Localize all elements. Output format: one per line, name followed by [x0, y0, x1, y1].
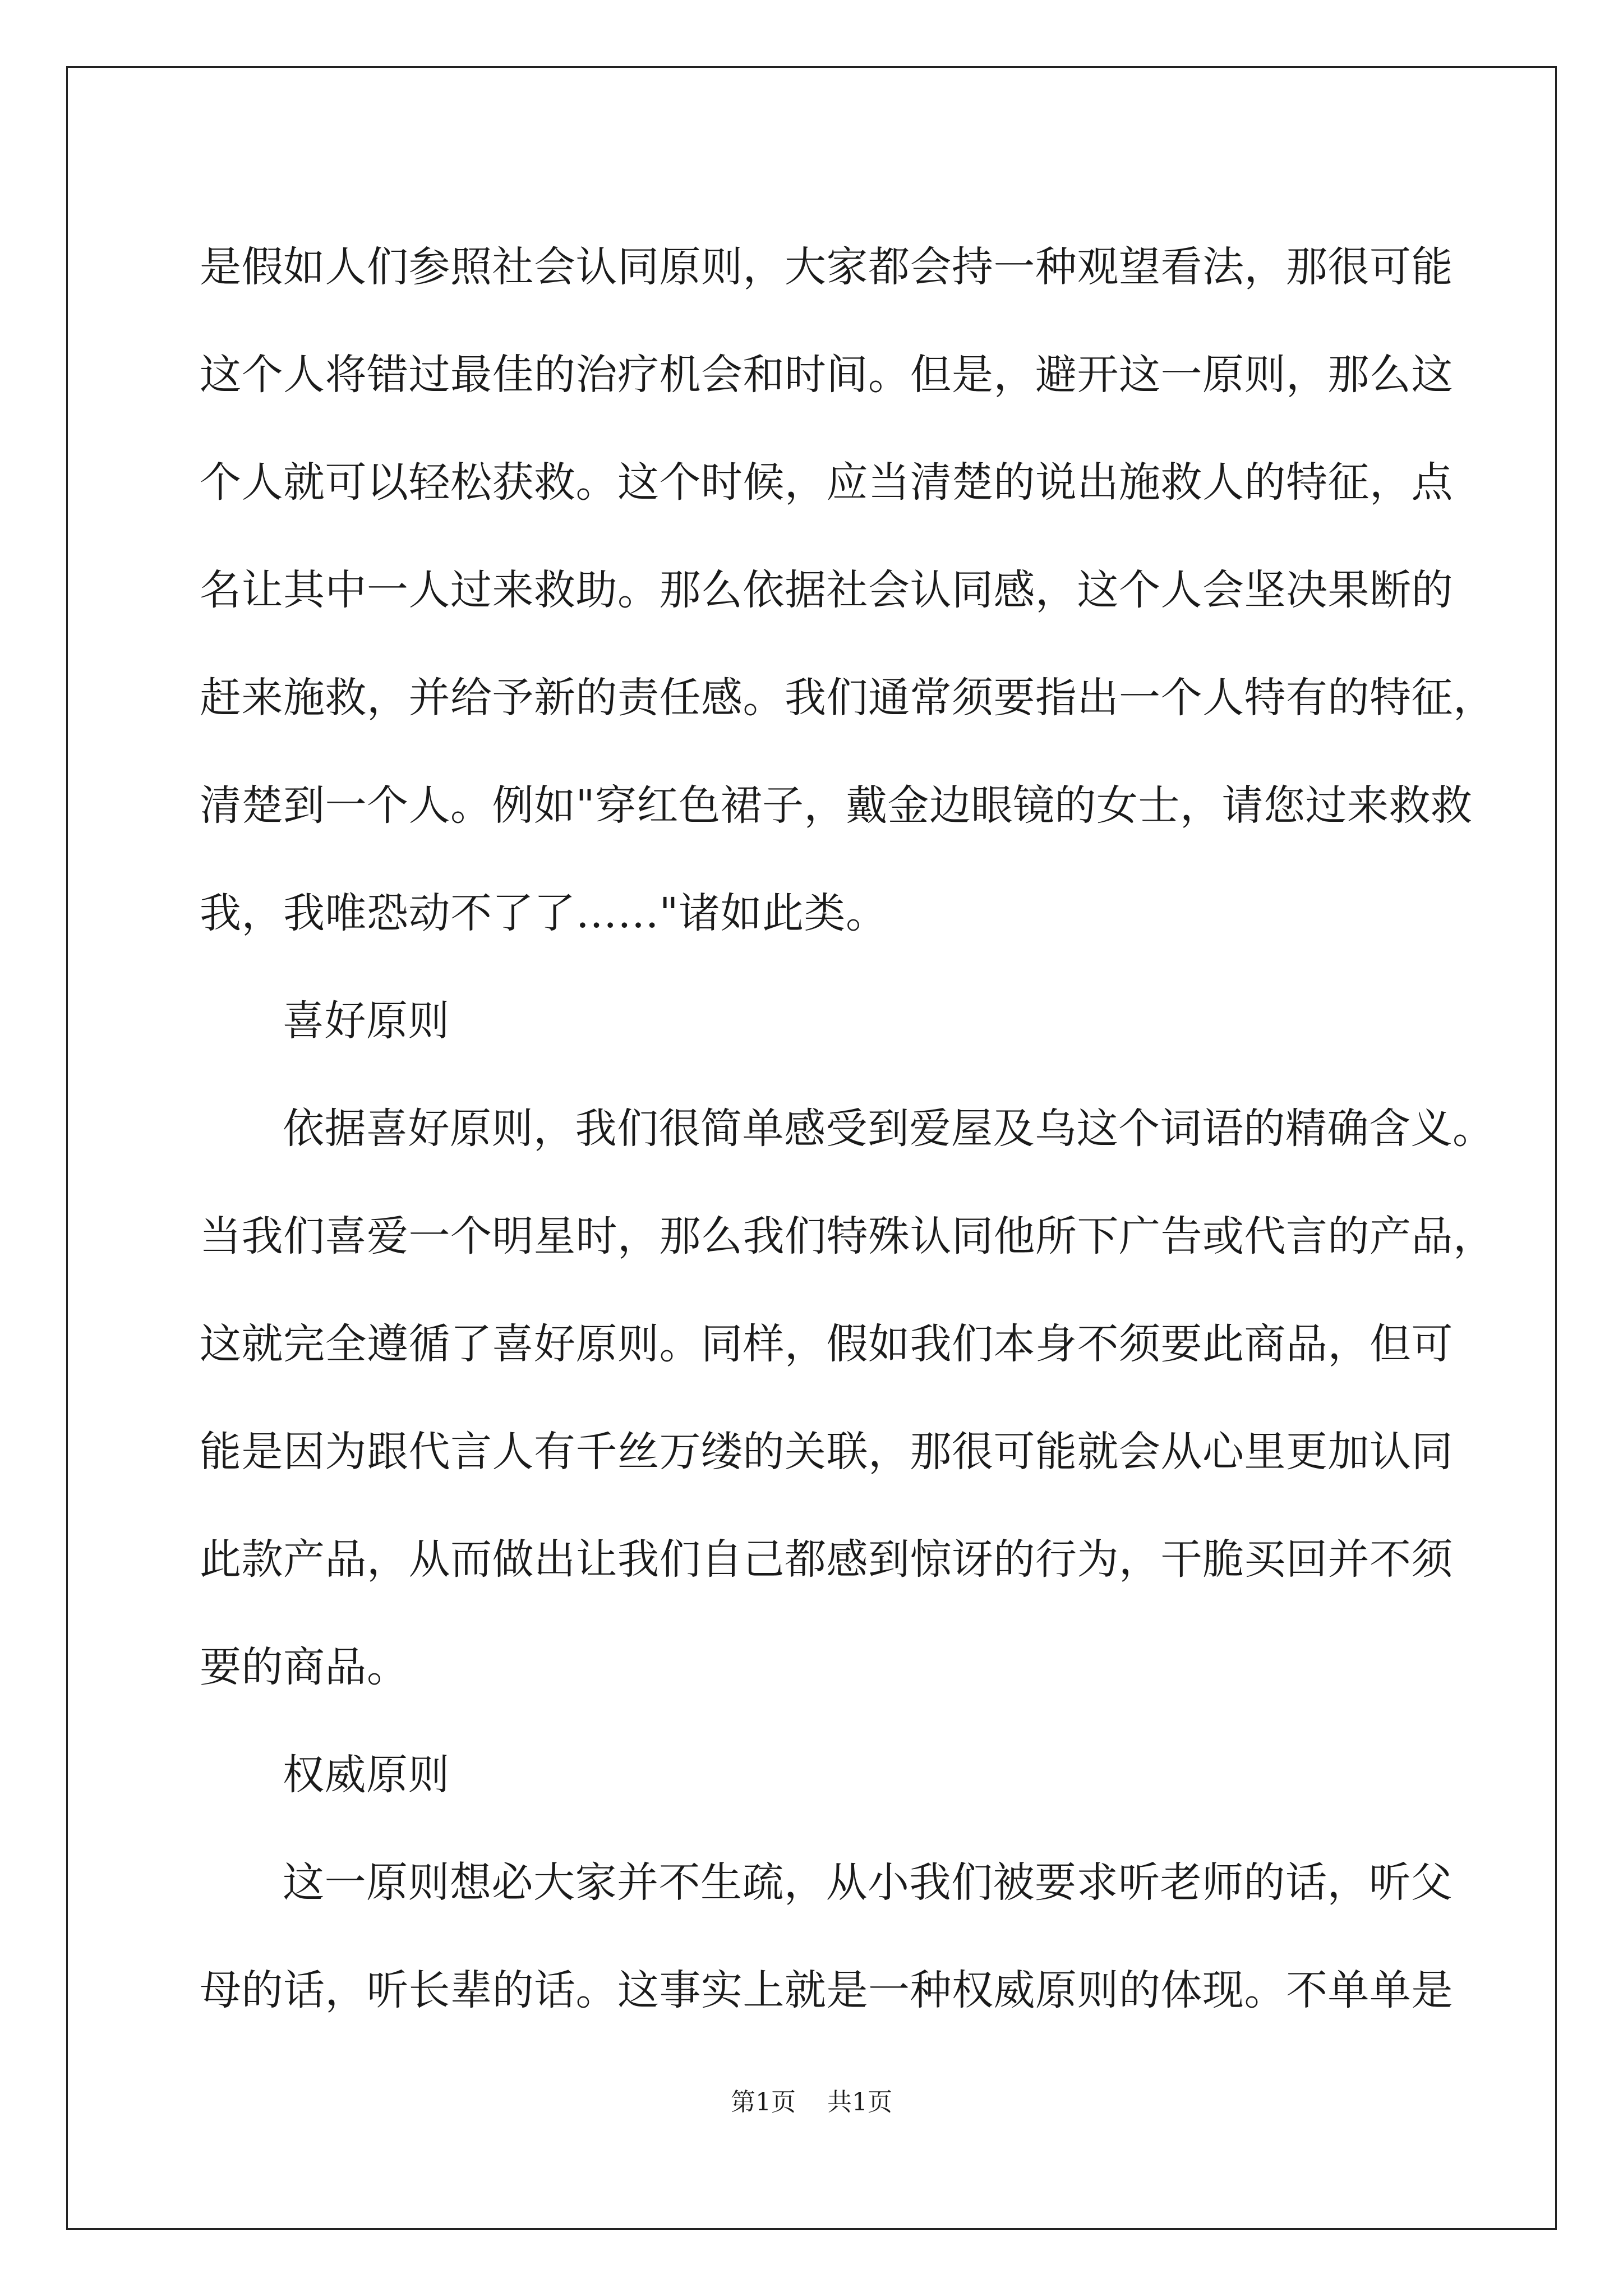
- text-line: 个人就可以轻松获救。这个时候，应当清楚的说出施救人的特征，点: [200, 458, 1453, 507]
- document-body: [200, 213, 1495, 2044]
- text-line: 此款产品，从而做出让我们自己都感到惊讶的行为，干脆买回并不须: [200, 1535, 1453, 1584]
- text-line: 母的话，听长辈的话。这事实上就是一种权威原则的体现。不单单是: [200, 1966, 1453, 2014]
- paragraph-start: 依据喜好原则，我们很简单感受到爱屋及乌这个词语的精确含义。: [283, 1105, 1495, 1153]
- text-line: 这就完全遵循了喜好原则。同样，假如我们本身不须要此商品，但可: [200, 1320, 1453, 1368]
- text-line: 这个人将错过最佳的治疗机会和时间。但是，避开这一原则，那么这: [200, 351, 1453, 399]
- page-number-current: 第1页: [731, 2088, 796, 2116]
- page-footer: [0, 2086, 1623, 2119]
- text-line: 要的商品。: [200, 1643, 409, 1691]
- text-line: 我，我唯恐动不了了……"诸如此类。: [200, 889, 888, 937]
- text-line: 赶来施救，并给予新的责任感。我们通常须要指出一个人特有的特征，: [200, 674, 1495, 722]
- text-line: 名让其中一人过来救助。那么依据社会认同感，这个人会坚决果断的: [200, 566, 1453, 614]
- paragraph-start: 这一原则想必大家并不生疏，从小我们被要求听老师的话，听父: [283, 1858, 1453, 1907]
- text-line: 当我们喜爱一个明星时，那么我们特殊认同他所下广告或代言的产品，: [200, 1212, 1495, 1260]
- text-line: 清楚到一个人。例如"穿红色裙子，戴金边眼镜的女士，请您过来救救: [200, 781, 1473, 830]
- text-line: 是假如人们参照社会认同原则，大家都会持一种观望看法，那很可能: [200, 243, 1453, 291]
- section-heading: 权威原则: [283, 1751, 450, 1799]
- section-heading: 喜好原则: [283, 997, 450, 1045]
- page-number-total: 共1页: [827, 2088, 892, 2116]
- text-line: 能是因为跟代言人有千丝万缕的关联，那很可能就会从心里更加认同: [200, 1428, 1453, 1476]
